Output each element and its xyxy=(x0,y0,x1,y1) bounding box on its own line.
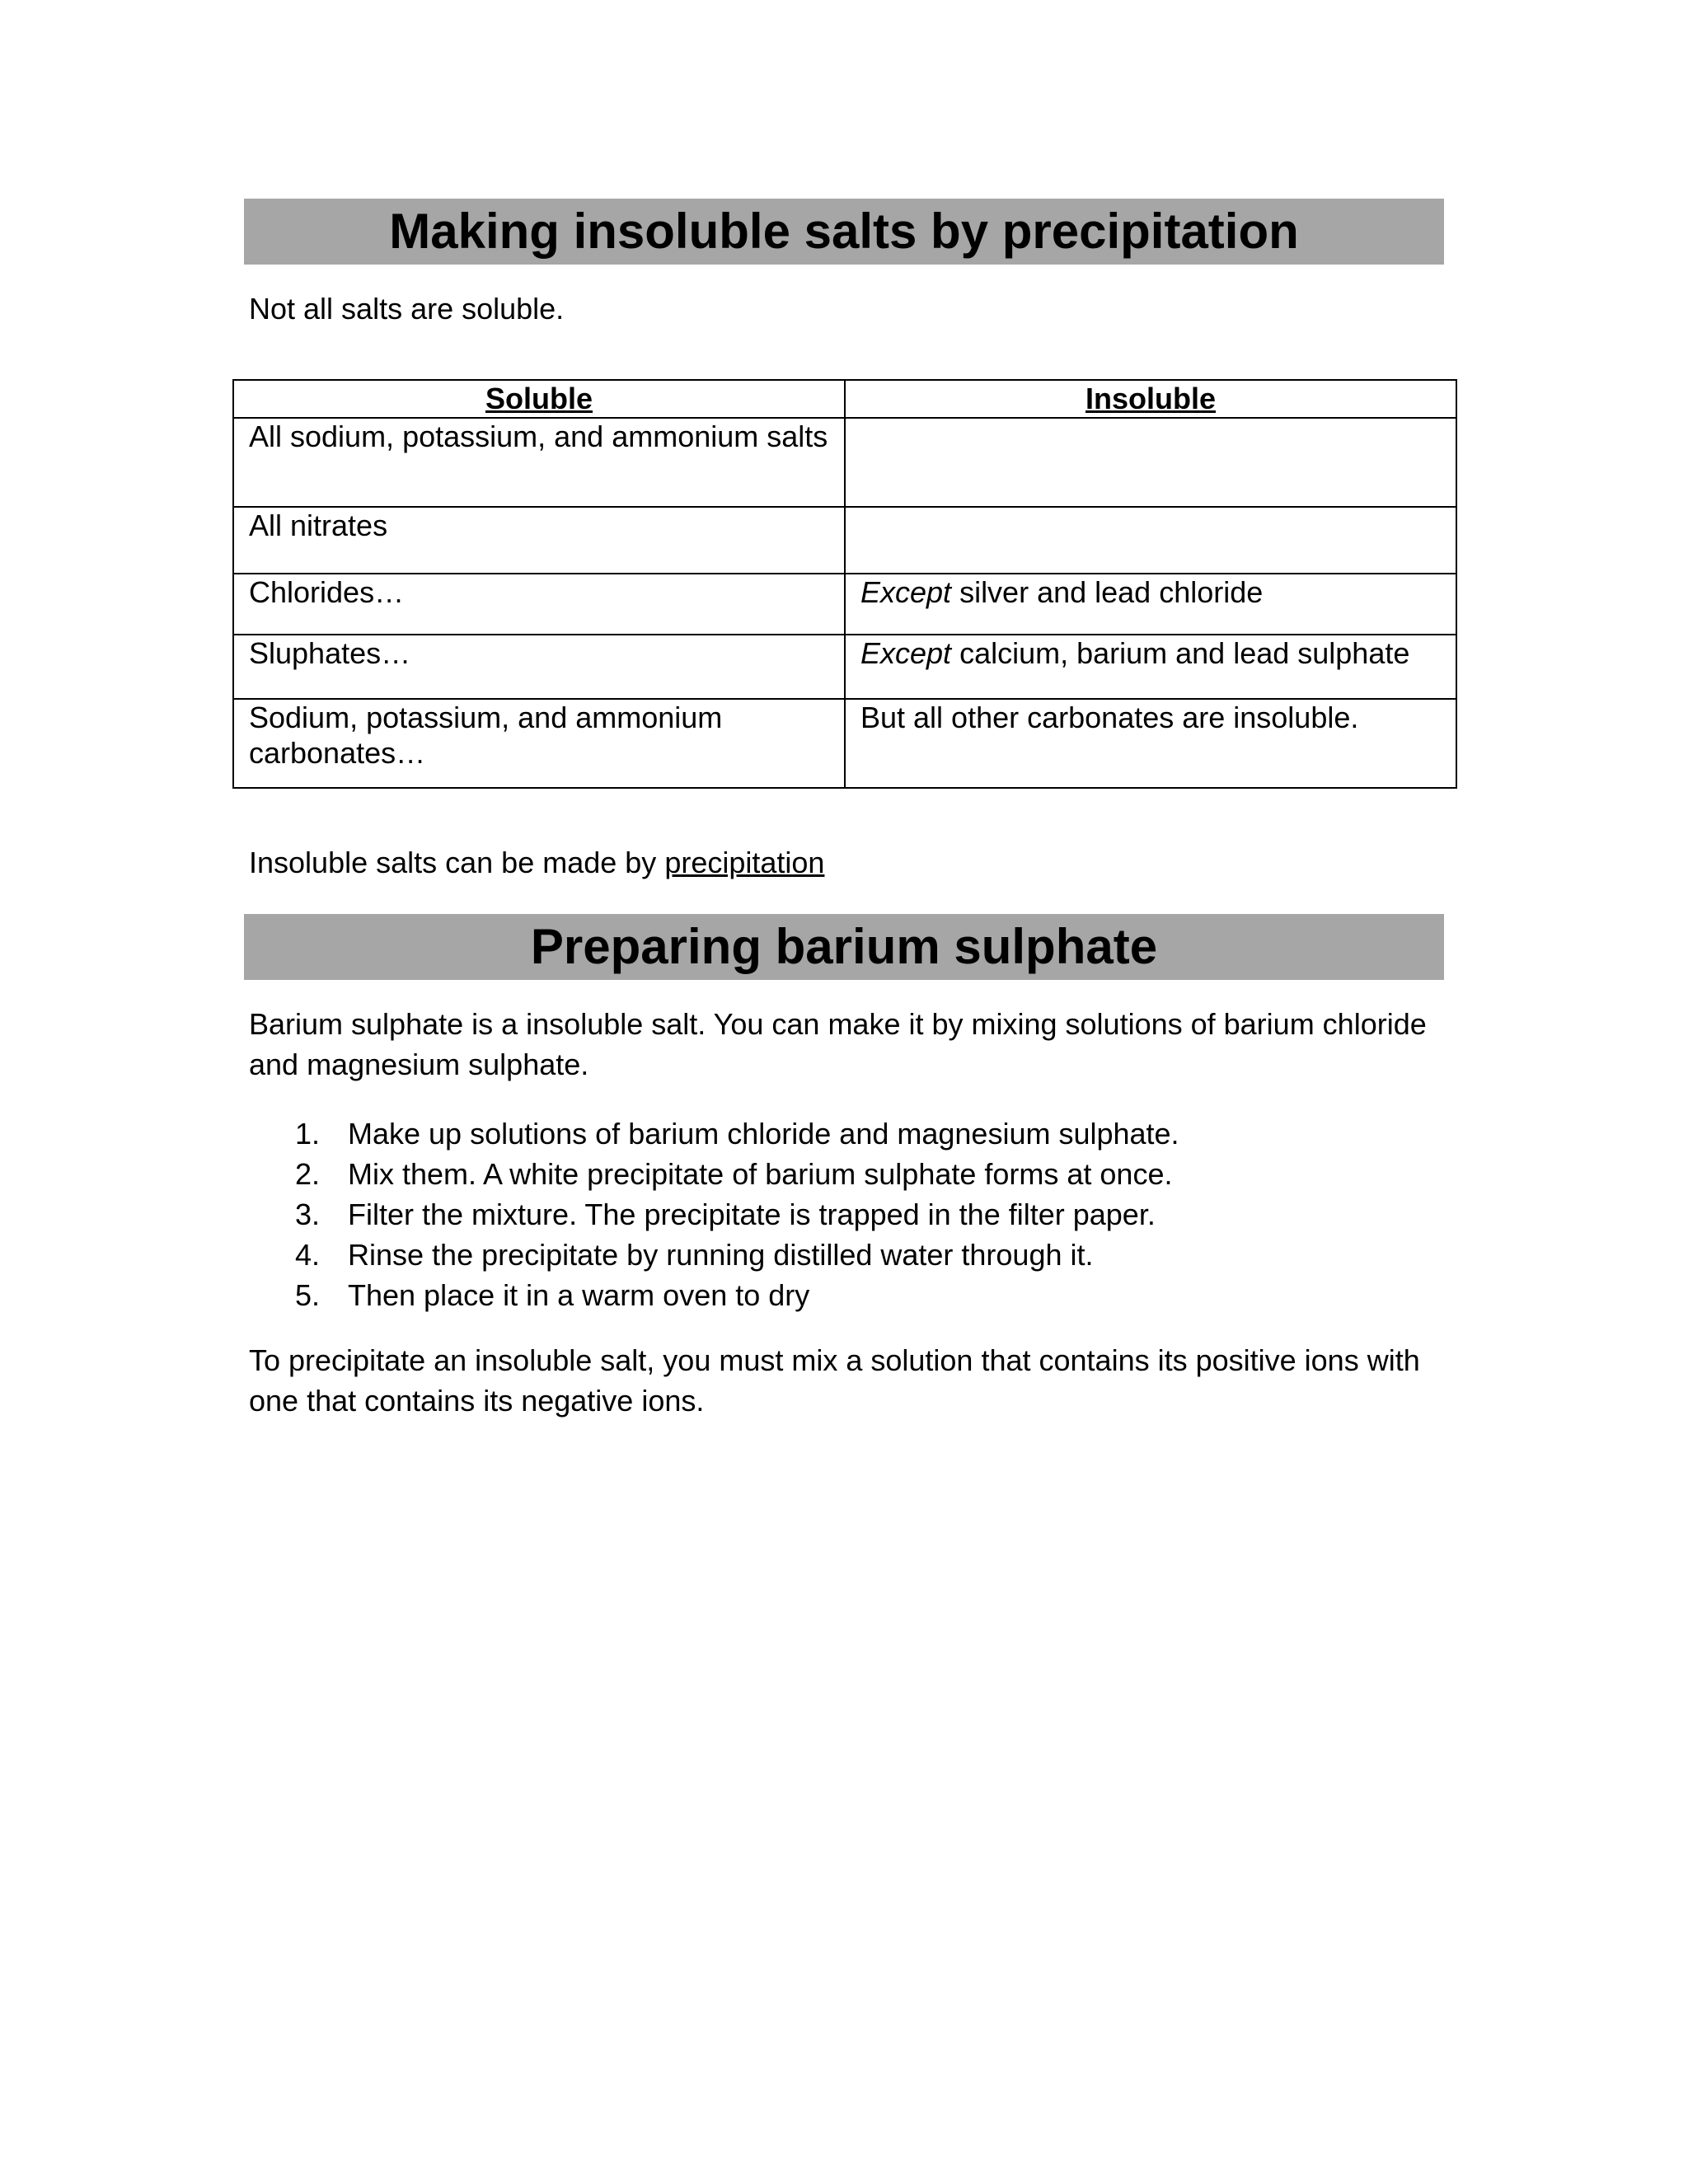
list-item xyxy=(249,1154,1436,1194)
step-text: Rinse the precipitate by running distilled water through it. xyxy=(348,1238,1094,1272)
precipitation-underlined: precipitation xyxy=(664,846,825,879)
barium-intro-text: Barium sulphate is a insoluble salt. You can make it by mixing solutions of barium chloride and magnesium sulphate. xyxy=(249,1007,1427,1081)
insoluble-cell xyxy=(845,699,1456,788)
soluble-cell: All sodium, potassium, and ammonium salts xyxy=(233,418,845,507)
list-item xyxy=(249,1113,1436,1154)
insoluble-text: silver and lead chloride xyxy=(951,575,1264,609)
list-item xyxy=(249,1194,1436,1235)
header-insoluble: Insoluble xyxy=(845,380,1456,418)
intro-text: Not all salts are soluble. xyxy=(249,292,565,326)
soluble-cell: All nitrates xyxy=(233,507,845,574)
list-item xyxy=(249,1275,1436,1315)
table-row xyxy=(233,574,1456,635)
soluble-cell: Sluphates… xyxy=(233,635,845,699)
table-row xyxy=(233,507,1456,574)
table-header-row xyxy=(233,380,1456,418)
procedure-steps xyxy=(249,1113,1436,1315)
step-text: Make up solutions of barium chloride and magnesium sulphate. xyxy=(348,1117,1179,1151)
step-number: 3. xyxy=(295,1197,321,1231)
insoluble-prefix: Except xyxy=(860,575,952,609)
insoluble-cell xyxy=(845,507,1456,574)
soluble-cell: Sodium, potassium, and ammonium carbonates… xyxy=(233,699,845,788)
insoluble-text: calcium, barium and lead sulphate xyxy=(951,636,1410,670)
step-text: Filter the mixture. The precipitate is trapped in the filter paper. xyxy=(348,1197,1156,1231)
step-number: 5. xyxy=(295,1278,321,1312)
heading-making-insoluble-salts: Making insoluble salts by precipitation xyxy=(244,199,1444,265)
list-item xyxy=(249,1235,1436,1275)
soluble-cell: Chlorides… xyxy=(233,574,845,635)
precipitation-sentence-text: Insoluble salts can be made by xyxy=(249,846,665,879)
step-number: 4. xyxy=(295,1238,321,1272)
header-soluble: Soluble xyxy=(233,380,845,418)
insoluble-prefix: Except xyxy=(860,636,952,670)
precipitation-sentence xyxy=(249,842,1436,883)
insoluble-cell xyxy=(845,418,1456,507)
table-row xyxy=(233,418,1456,507)
table-row xyxy=(233,699,1456,788)
table-row xyxy=(233,635,1456,699)
heading-preparing-barium-sulphate: Preparing barium sulphate xyxy=(244,914,1444,980)
insoluble-cell xyxy=(845,635,1456,699)
insoluble-cell xyxy=(845,574,1456,635)
solubility-table xyxy=(232,379,1457,789)
insoluble-text: But all other carbonates are insoluble. xyxy=(860,701,1359,734)
step-text: Then place it in a warm oven to dry xyxy=(348,1278,810,1312)
step-number: 1. xyxy=(295,1117,321,1151)
step-number: 2. xyxy=(295,1157,321,1191)
conclusion-text: To precipitate an insoluble salt, you must mix a solution that contains its positive ions with one that contains its negative ions. xyxy=(249,1343,1420,1418)
step-text: Mix them. A white precipitate of barium sulphate forms at once. xyxy=(348,1157,1173,1191)
